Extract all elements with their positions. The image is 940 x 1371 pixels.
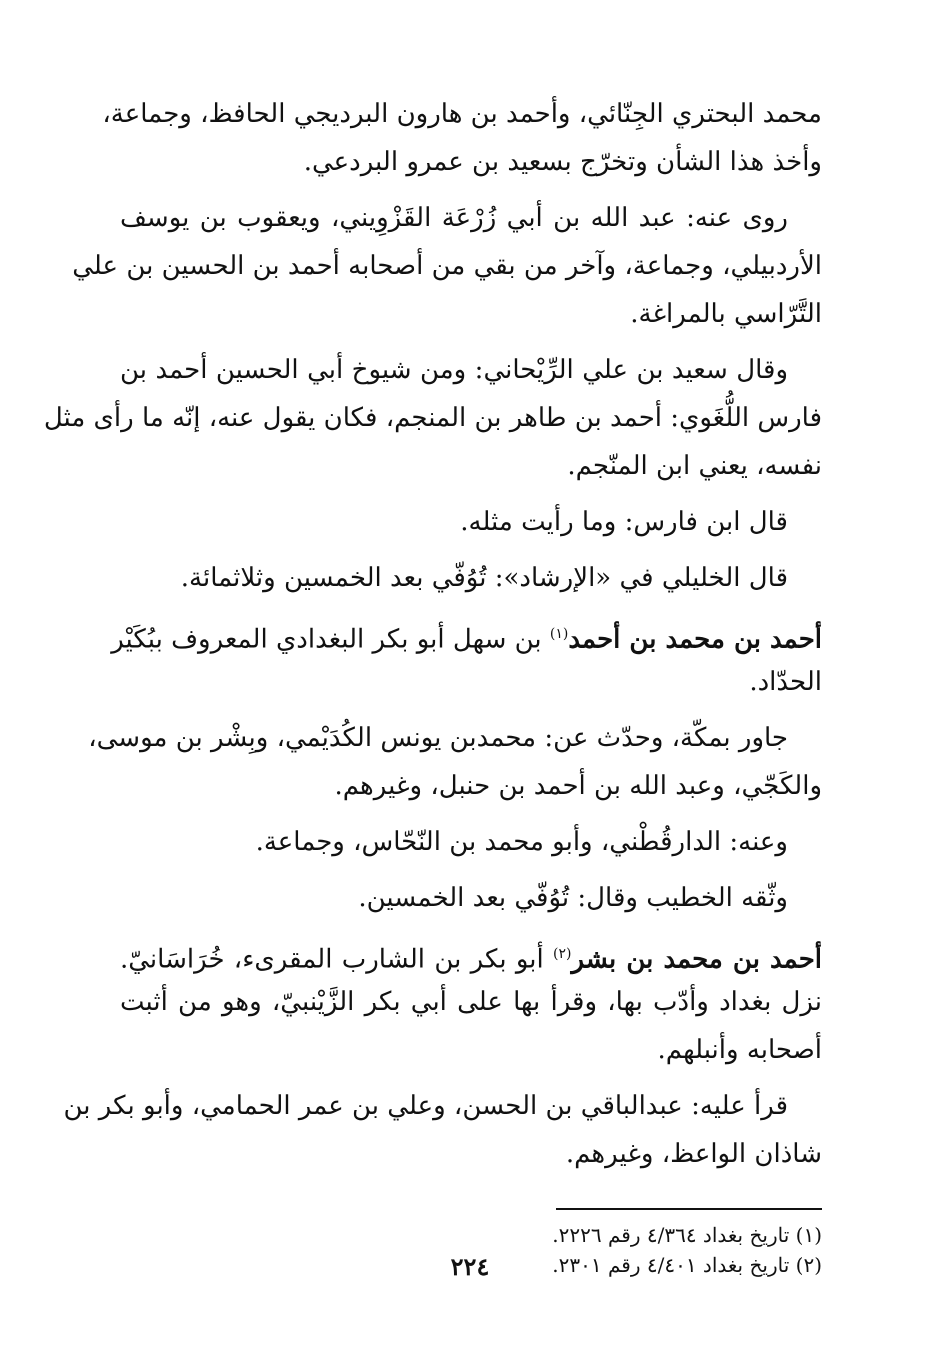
text-line: وعنه: الدارقُطْني، وأبو محمد بن النّحّاس، وجماعة. <box>255 827 788 857</box>
paragraph <box>120 554 822 602</box>
paragraph <box>120 874 822 922</box>
paragraph <box>43 346 822 490</box>
text-line: نفسه، يعني ابن المنّجم. <box>567 451 822 481</box>
text-line: وقال سعيد بن علي الرِّيْحاني: ومن شيوخ أبي الحسين أحمد بن <box>120 355 788 385</box>
text-line: محمد البحتري الجِنّائي، وأحمد بن هارون البرديجي الحافظ، وجماعة، <box>102 99 822 129</box>
paragraph <box>102 90 822 186</box>
footnote: (٢) تاريخ بغداد ٤/٤٠١ رقم ٢٣٠١. <box>552 1253 822 1277</box>
text-line: قال الخليلي في «الإرشاد»: تُوُفّي بعد الخمسين وثلاثمائة. <box>180 563 788 593</box>
paragraph <box>63 1082 822 1178</box>
entry-text: أبو بكر بن الشارب المقرىء، خُرَاسَانيّ. <box>120 944 554 975</box>
text-line: التَّرّاسي بالمراغة. <box>630 299 822 329</box>
entry-heading: أحمد بن محمد بن بشر <box>571 944 823 975</box>
footnote: (١) تاريخ بغداد ٤/٣٦٤ رقم ٢٢٢٦. <box>552 1223 822 1247</box>
text-line: قرأ عليه: عبدالباقي بن الحسن، وعلي بن عمر الحمامي، وأبو بكر بن <box>63 1091 788 1121</box>
text-line: الأردبيلي، وجماعة، وآخر من بقي من أصحابه أحمد بن الحسين بن علي <box>72 251 822 281</box>
paragraph <box>88 714 822 810</box>
text-line: نزل بغداد وأدّب بها، وقرأ بها على أبي بكر الزَّيْنبيّ، وهو من أثبت <box>120 987 822 1017</box>
text-line: فارس اللُّغَوي: أحمد بن طاهر بن المنجم، فكان يقول عنه، إنّه ما رأى مثل <box>43 403 822 433</box>
text-line: والكَجّي، وعبد الله بن أحمد بن حنبل، وغيرهم. <box>334 771 822 801</box>
text-line <box>120 930 822 978</box>
text-line: روى عنه: عبد الله بن أبي زُرْعَة القَزْوِيني، ويعقوب بن يوسف <box>120 203 788 233</box>
page-body <box>43 90 823 1280</box>
text-line: قال ابن فارس: وما رأيت مثله. <box>460 507 788 537</box>
text-line: الحدّاد. <box>749 667 822 697</box>
text-line: أصحابه وأنبلهم. <box>657 1035 822 1065</box>
footnote-ref: (٢) <box>553 946 572 962</box>
paragraph <box>120 818 822 866</box>
text-line <box>111 610 822 658</box>
text-line: شاذان الواعظ، وغيرهم. <box>565 1139 822 1169</box>
entry-heading: أحمد بن محمد بن أحمد <box>568 624 822 655</box>
entry <box>111 610 822 706</box>
entry <box>120 930 822 1074</box>
page-number: ٢٢٤ <box>450 1252 490 1281</box>
footnote-ref: (١) <box>549 626 569 642</box>
entry-text: بن سهل أبو بكر البغدادي المعروف ببُكَيْر <box>111 624 550 655</box>
footnote-divider <box>556 1208 822 1210</box>
paragraph <box>72 194 822 338</box>
text-line: وأخذ هذا الشأن وتخرّج بسعيد بن عمرو البردعي. <box>303 147 822 177</box>
text-line: وثّقه الخطيب وقال: تُوُفّي بعد الخمسين. <box>358 883 788 913</box>
text-line: جاور بمكّة، وحدّث عن: محمدبن يونس الكُدَيْمي، وبِشْر بن موسى، <box>88 723 788 753</box>
paragraph <box>120 498 822 546</box>
